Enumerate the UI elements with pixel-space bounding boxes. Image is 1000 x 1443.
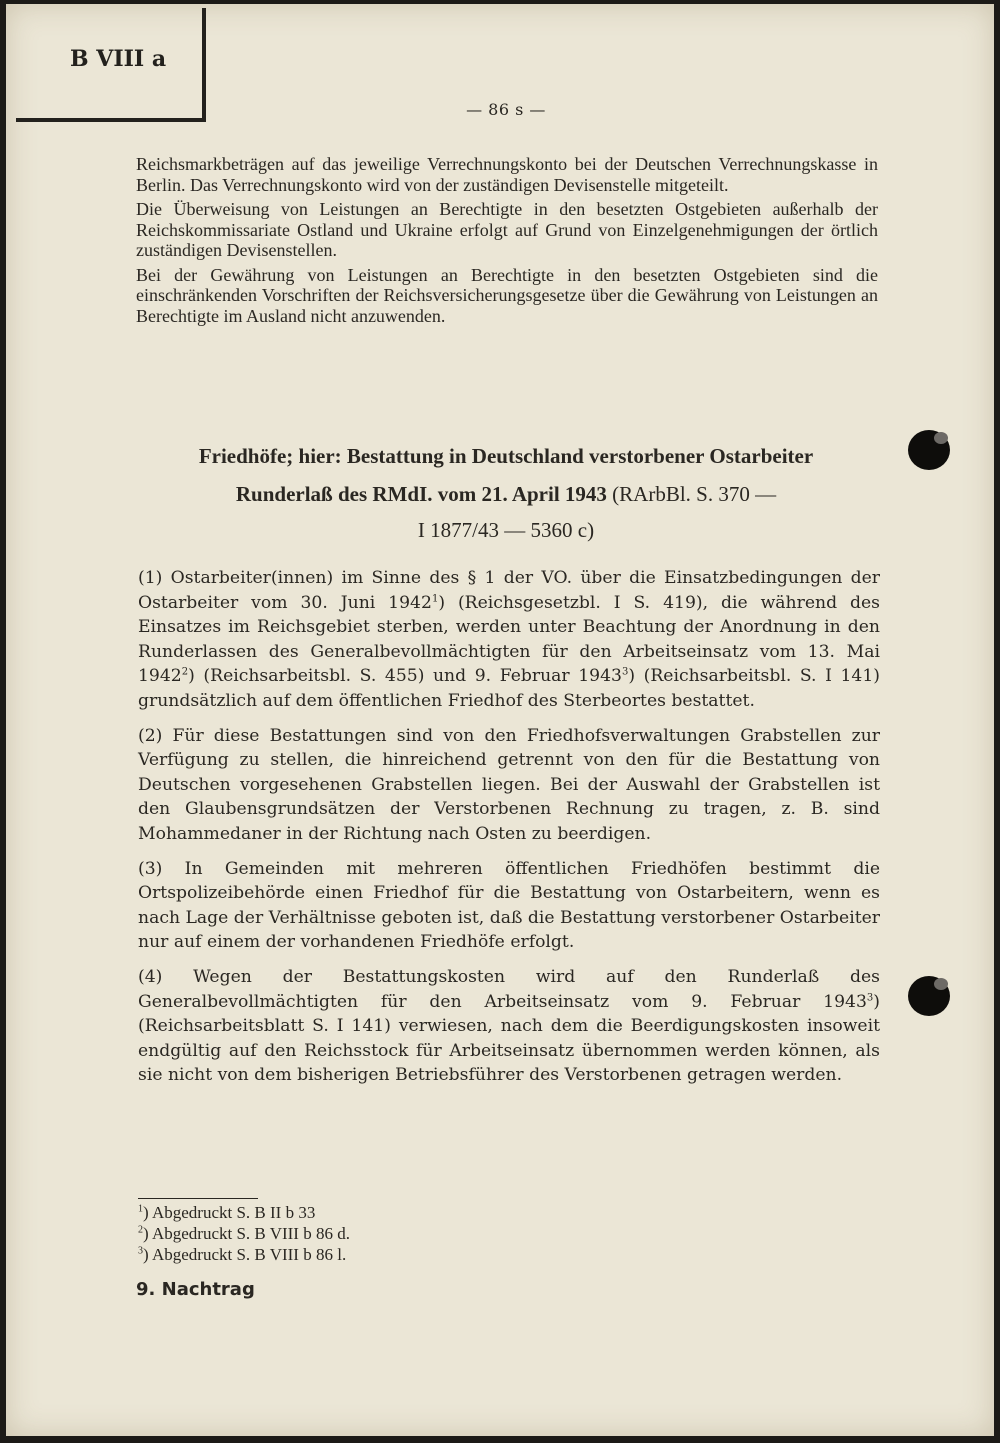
- text-run: ) (Reichsarbeitsbl. S. 455) und 9. Februar 1943: [188, 666, 622, 687]
- paragraph-3: (3) In Gemeinden mit mehreren öffentlichen Friedhöfen bestimmt die Ortspolizeibehörde einen Friedhof für die Bestattung von Ostarbeitern, wenn es nach Lage der Verhältnisse geboten ist, daß die Bestattung verstorbener Ostarbeiter nur auf einem der vorhandenen Friedhöfe erfolgt.: [138, 858, 880, 953]
- footnote-ref: 3: [866, 991, 874, 1003]
- footnote: [138, 1244, 350, 1265]
- text-run: ) (Reichsarbeitsblatt S. I 141) verwiesen, nach dem die Beerdigungskosten insoweit endgültig auf den Reichsstock für Arbeitseinsatz übernommen werden können, als sie nicht von dem bisherigen Betriebsführer des Verstorbenen getragen werden.: [138, 991, 880, 1086]
- text-run: ) (Reichsgesetzbl. I S. 419), die während des Einsatzes im Reichsgebiet sterben, werden unter Beachtung der Anordnung in den Runderlassen des Generalbevollmächtigten für den Arbeitseinsatz vom 13. Mai 1942: [138, 592, 880, 687]
- text-run: (1) Ostarbeiter(innen) im Sinne des § 1 der VO. über die Einsatzbedingungen der Ostarbeiter vom 30. Juni 1942: [138, 568, 880, 613]
- footnote-ref: 2: [181, 666, 189, 678]
- punch-hole-icon: [908, 430, 950, 470]
- document-page: [6, 4, 994, 1436]
- paragraph-1: [138, 566, 880, 714]
- section-label: B VIII a: [70, 46, 167, 72]
- intro-paragraph: Reichsmarkbeträgen auf das jeweilige Verrechnungskonto bei der Deutschen Verrechnungskasse in Berlin. Das Verrechnungskonto wird von der zuständigen Devisenstelle mitgeteilt.: [136, 154, 878, 195]
- page-number: — 86 s —: [466, 100, 546, 119]
- text-run: ) (Reichsarbeitsbl. S. I 141) grundsätzlich auf dem öffentlichen Friedhof des Sterbeortes bestattet.: [138, 666, 880, 711]
- footnote-text: ) Abgedruckt S. B VIII b 86 d.: [143, 1224, 350, 1243]
- section-title: Friedhöfe; hier: Bestattung in Deutschland verstorbener Ostarbeiter: [198, 444, 814, 468]
- punch-hole-icon: [908, 976, 950, 1016]
- footnote: [138, 1202, 350, 1223]
- text-run: (4) Wegen der Bestattungskosten wird auf den Runderlaß des Generalbevollmächtigten für den Arbeitseinsatz vom 9. Februar 1943: [138, 966, 880, 1012]
- intro-paragraph: Die Überweisung von Leistungen an Berechtigte in den besetzten Ostgebieten außerhalb der Reichskommissariate Ostland und Ukraine erfolgt auf Grund von Einzelgenehmigungen der örtlich zuständigen Devisenstellen.: [136, 199, 878, 260]
- paragraph-4: [138, 965, 880, 1088]
- footnote-mark: 3: [138, 1245, 143, 1257]
- footnote: [138, 1223, 350, 1244]
- intro-paragraph: Bei der Gewährung von Leistungen an Berechtigte in den besetzten Ostgebieten sind die einschränkenden Vorschriften der Reichsversicherungsgesetze über die Gewährung von Leistungen an Berechtigte im Ausland nicht anzuwenden.: [136, 264, 878, 326]
- footnote-ref: 3: [621, 666, 629, 678]
- paragraph-2: (2) Für diese Bestattungen sind von den Friedhofsverwaltungen Grabstellen zur Verfügung zu stellen, die hinreichend getrennt von den für die Bestattung von Deutschen vorgesehenen Grabstellen liegen. Bei der Auswahl der Grabstellen ist den Glaubensgrundsätzen der Verstorbenen Rechnung zu tragen, z. B. sind Mohammedaner in der Richtung nach Osten zu beerdigen.: [138, 725, 880, 844]
- decree-reference: (RArbBl. S. 370 —: [612, 482, 777, 506]
- decree-line: [6, 482, 1000, 507]
- decree-title: Runderlaß des RMdI. vom 21. April 1943: [235, 482, 607, 506]
- decree-reference-2: I 1877/43 — 5360 c): [417, 518, 595, 542]
- body-text: [138, 566, 880, 1098]
- footnote-text: ) Abgedruckt S. B VIII b 86 l.: [143, 1245, 347, 1264]
- footnote-mark: 1: [138, 1203, 143, 1215]
- footnote-text: ) Abgedruckt S. B II b 33: [143, 1203, 316, 1222]
- footnote-ref: 1: [431, 592, 439, 604]
- supplement-label: 9. Nachtrag: [136, 1279, 255, 1300]
- footnote-mark: 2: [138, 1224, 143, 1236]
- footnotes: [138, 1202, 350, 1265]
- intro-text: [136, 154, 878, 330]
- footnote-divider: [138, 1198, 258, 1199]
